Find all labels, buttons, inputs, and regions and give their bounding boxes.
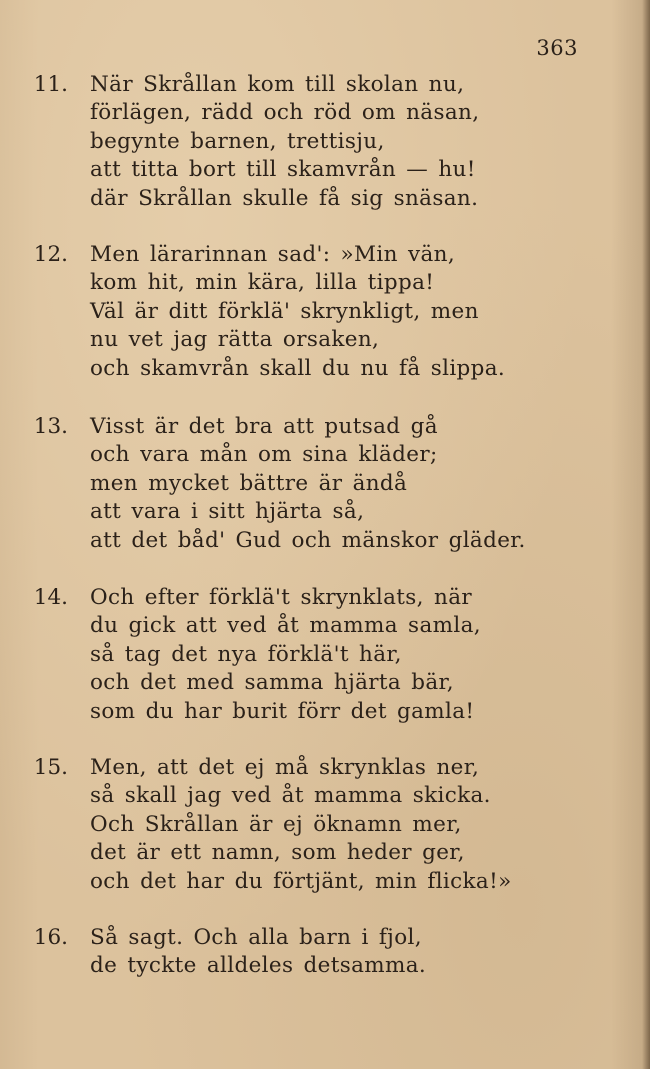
verse-line: att titta bort till skamvrån — hu! — [90, 157, 476, 183]
verse-line: så tag det nya förklä't här, — [90, 641, 402, 667]
stanza-number: 15. — [33, 755, 68, 780]
verse-line: Men, att det ej må skrynklas ner, — [90, 755, 480, 780]
stanza-lines — [90, 924, 610, 981]
stanza-number: 16. — [33, 925, 68, 950]
verse-line: När Skrållan kom till skolan nu, — [90, 72, 465, 97]
stanza-lines — [90, 71, 610, 213]
stanza-lines — [90, 413, 610, 555]
verse-line: Visst är det bra att putsad gå — [90, 414, 438, 439]
verse-line: kom hit, min kära, lilla tippa! — [90, 270, 435, 296]
verse-line: Och efter förklä't skrynklats, när — [90, 585, 473, 610]
verse-line: nu vet jag rätta orsaken, — [90, 327, 380, 353]
verse-line: de tyckte alldeles detsamma. — [90, 953, 427, 979]
verse-line: och det med samma hjärta bär, — [90, 670, 454, 696]
verse-line: att det båd' Gud och mänskor gläder. — [90, 527, 526, 553]
verse-line: begynte barnen, trettisju, — [90, 128, 385, 154]
stanza-lines — [90, 241, 610, 383]
verse-line: där Skrållan skulle få sig snäsan. — [90, 185, 479, 211]
verse-line: förlägen, rädd och röd om näsan, — [90, 100, 480, 126]
stanza-number: 13. — [33, 414, 68, 439]
stanza-number: 11. — [33, 72, 68, 97]
verse-line: och vara mån om sina kläder; — [90, 442, 438, 468]
verse-line: Väl är ditt förklä' skrynkligt, men — [90, 298, 479, 324]
verse-line: Så sagt. Och alla barn i fjol, — [90, 925, 422, 950]
stanza-number: 12. — [33, 242, 68, 267]
verse-line: att vara i sitt hjärta så, — [90, 499, 365, 525]
verse-line: Men lärarinnan sad': »Min vän, — [90, 242, 456, 267]
verse-line: men mycket bättre är ändå — [90, 470, 408, 496]
page-edge-shadow — [642, 0, 650, 1069]
stanza-lines — [90, 584, 610, 726]
verse-line: och skamvrån skall du nu få slippa. — [90, 355, 506, 381]
page-number: 363 — [536, 36, 578, 60]
stanza-number: 14. — [33, 585, 68, 610]
verse-line: som du har burit förr det gamla! — [90, 698, 475, 724]
verse-line: så skall jag ved åt mamma skicka. — [90, 783, 491, 809]
verse-line: och det har du förtjänt, min flicka!» — [90, 868, 512, 894]
verse-line: Och Skrållan är ej öknamn mer, — [90, 811, 462, 837]
verse-line: det är ett namn, som heder ger, — [90, 840, 465, 866]
verse-line: du gick att ved åt mamma samla, — [90, 613, 481, 639]
stanza-lines — [90, 754, 610, 896]
